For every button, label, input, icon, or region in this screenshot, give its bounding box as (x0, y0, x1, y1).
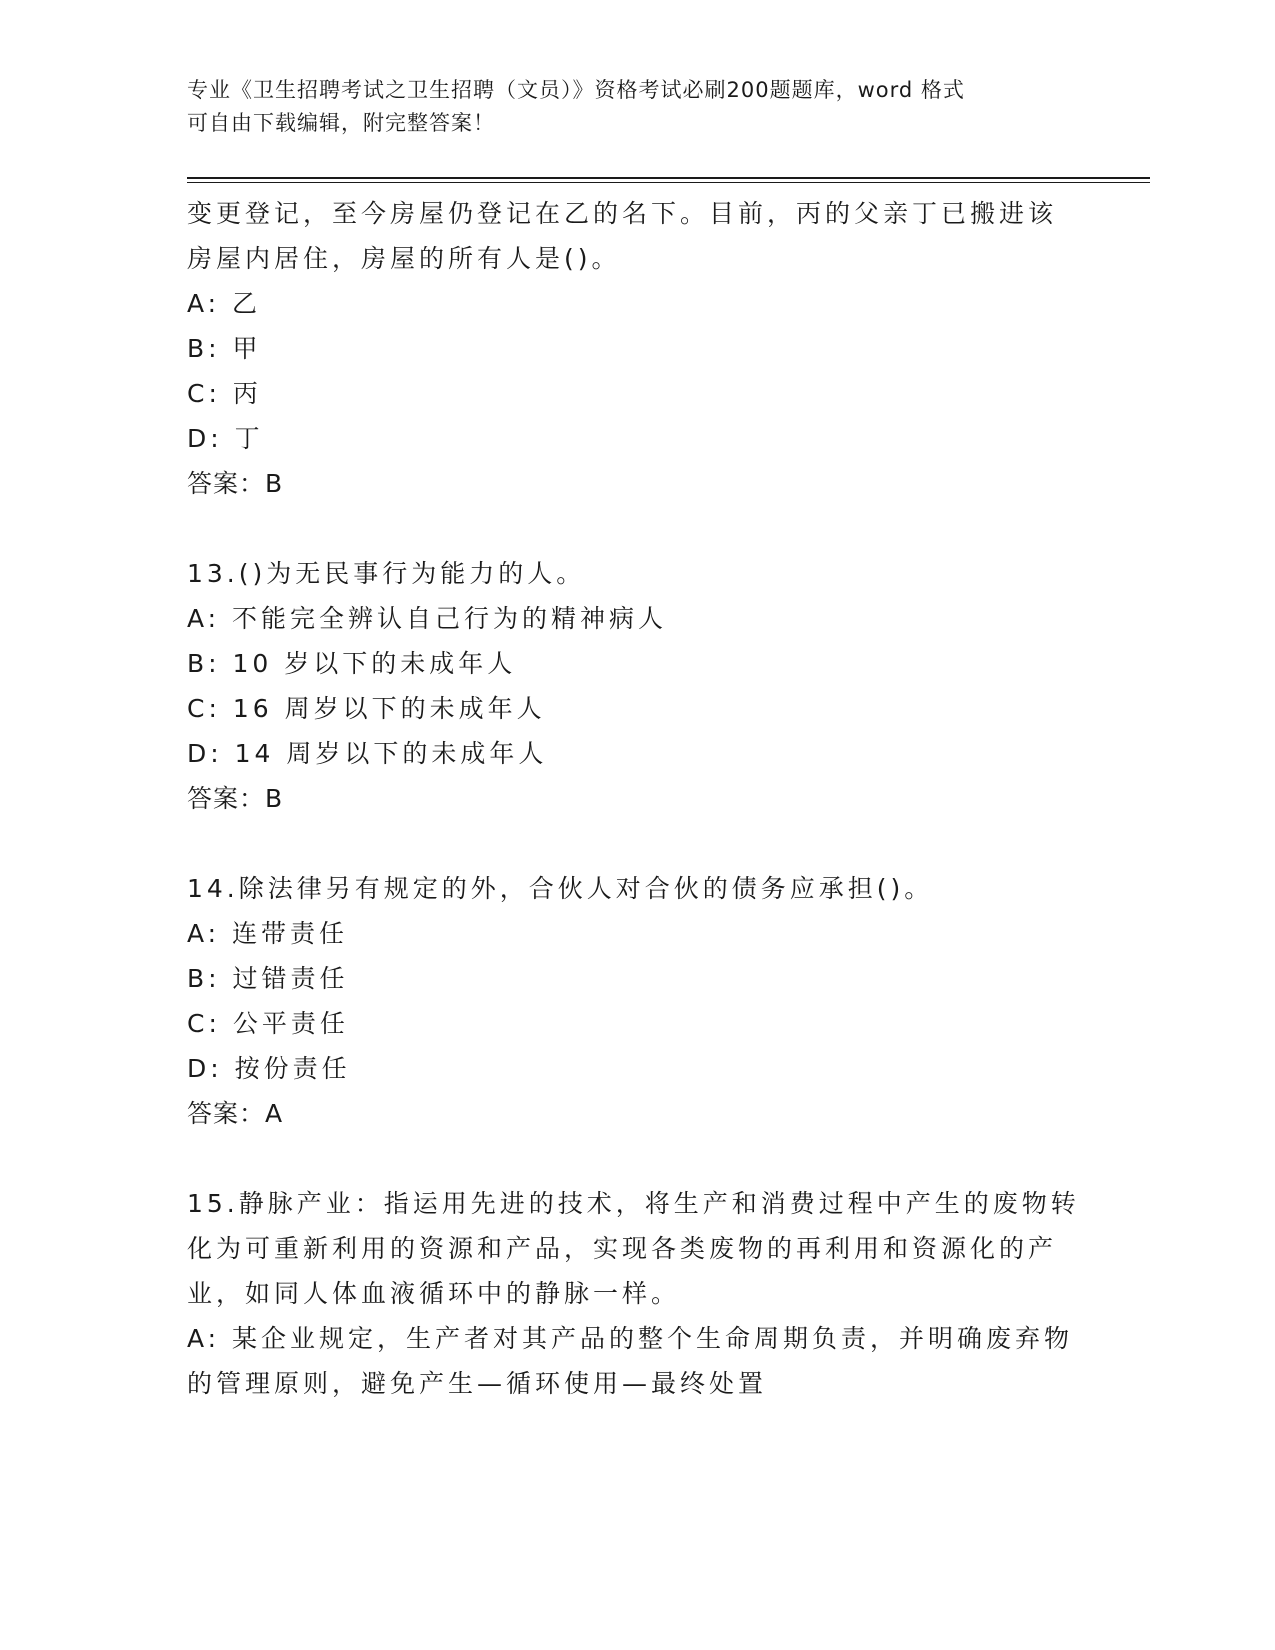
option-d: D: 丁 (187, 424, 264, 453)
option-a-continued: 的管理原则，避免产生—循环使用—最终处置 (187, 1369, 768, 1398)
option-b: B: 过错责任 (187, 964, 349, 993)
header-title-line-2: 可自由下载编辑，附完整答案！ (187, 111, 495, 135)
question-text-line: 化为可重新利用的资源和产品，实现各类废物的再利用和资源化的产 (187, 1234, 1058, 1263)
option-b: B: 甲 (187, 334, 262, 363)
option-a: A: 连带责任 (187, 919, 349, 948)
question-text-line: 业，如同人体血液循环中的静脉一样。 (187, 1279, 681, 1308)
spacer (187, 821, 1087, 866)
answer-line: 答案：B (187, 784, 284, 813)
question-text-line: 房屋内居住，房屋的所有人是()。 (187, 244, 621, 273)
question-text-line: 15.静脉产业：指运用先进的技术，将生产和消费过程中产生的废物转 (187, 1189, 1080, 1218)
question-text: 14.除法律另有规定的外，合伙人对合伙的债务应承担()。 (187, 874, 934, 903)
header-divider-thick (187, 177, 1150, 179)
option-d: D: 按份责任 (187, 1054, 351, 1083)
question-text: 13.()为无民事行为能力的人。 (187, 559, 586, 588)
document-header (187, 74, 1067, 140)
question-15 (187, 1181, 1087, 1406)
option-c: C: 丙 (187, 379, 262, 408)
option-d: D: 14 周岁以下的未成年人 (187, 739, 548, 768)
question-12-continuation (187, 191, 1087, 506)
answer-line: 答案：B (187, 469, 284, 498)
header-title-line-1: 专业《卫生招聘考试之卫生招聘（文员）》资格考试必刷200题题库，word 格式 (187, 78, 965, 102)
header-divider-thin (187, 182, 1150, 183)
option-c: C: 公平责任 (187, 1009, 349, 1038)
question-13 (187, 551, 1087, 821)
option-a: A: 乙 (187, 289, 262, 318)
option-a: A: 某企业规定，生产者对其产品的整个生命周期负责，并明确废弃物 (187, 1324, 1074, 1353)
document-body (187, 191, 1087, 1406)
spacer (187, 1136, 1087, 1181)
question-14 (187, 866, 1087, 1136)
option-b: B: 10 岁以下的未成年人 (187, 649, 517, 678)
option-c: C: 16 周岁以下的未成年人 (187, 694, 546, 723)
spacer (187, 506, 1087, 551)
answer-line: 答案：A (187, 1099, 284, 1128)
question-text-line: 变更登记，至今房屋仍登记在乙的名下。目前，丙的父亲丁已搬进该 (187, 199, 1058, 228)
option-a: A: 不能完全辨认自己行为的精神病人 (187, 604, 668, 633)
